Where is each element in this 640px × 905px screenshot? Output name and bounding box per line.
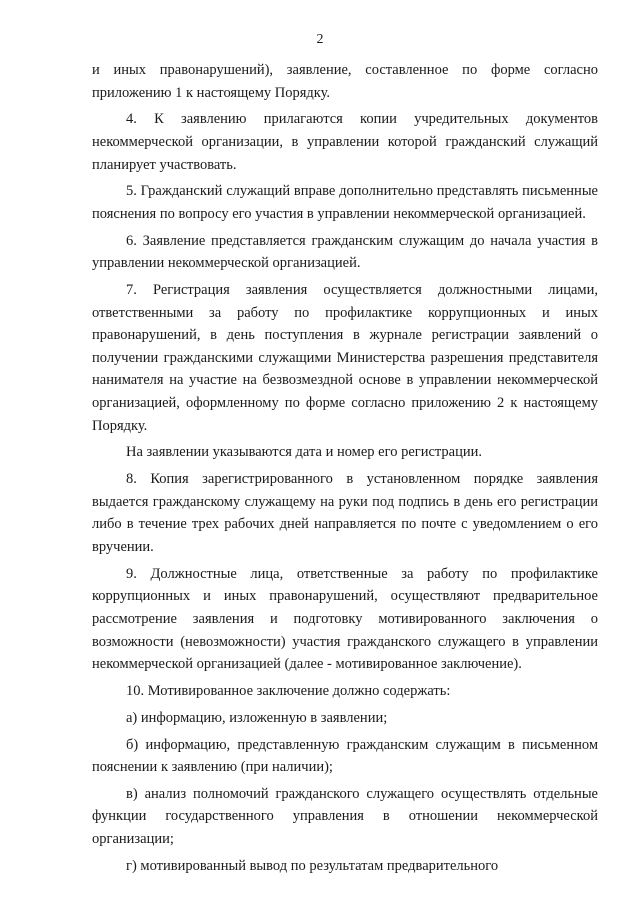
list-item-b: б) информацию, представленную гражданским служащим в письменном пояснении к заявлению (при наличии);	[92, 736, 598, 776]
document-body	[92, 59, 598, 882]
paragraph-4: 4. К заявлению прилагаются копии учредительных документов некоммерческой организации, в управлении которой гражданский служащий планирует участвовать.	[92, 111, 598, 173]
list-item-v: в) анализ полномочий гражданского служащего осуществлять отдельные функции государственного управления в отношении некоммерческой организации;	[92, 785, 598, 848]
paragraph-5: 5. Гражданский служащий вправе дополнительно представлять письменные пояснения по вопросу его участия в управлении некоммерческой организацией.	[92, 183, 598, 222]
list-item-g: г) мотивированный вывод по результатам предварительного	[126, 857, 499, 874]
paragraph-7: 7. Регистрация заявления осуществляется должностными лицами, ответственными за работу по профилактике коррупционных и иных правонарушений, в день поступления в журнале регистрации заявлений о получении гражданскими служащими Министерства разрешения представителя нанимателя на участие на безвозмездной основе в управлении некоммерческой организацией, оформленному по форме согласно приложению 2 к настоящему Порядку.	[92, 282, 598, 434]
paragraph-continuation: и иных правонарушений), заявление, составленное по форме согласно приложению 1 к настоящему Порядку.	[92, 62, 598, 101]
paragraph-9: 9. Должностные лица, ответственные за работу по профилактике коррупционных и иных правонарушений, осуществляют предварительное рассмотрение заявления и подготовку мотивированного заключения о возможности (невозможности) участия гражданского служащего в управлении некоммерческой организацией (далее - мотивированное заключение).	[92, 565, 598, 673]
paragraph-7-note: На заявлении указываются дата и номер его регистрации.	[126, 444, 483, 461]
paragraph-8: 8. Копия зарегистрированного в установленном порядке заявления выдается гражданскому служащему на руки под подпись в день его регистрации либо в течение трех рабочих дней направляется по почте с уведомлением о его вручении.	[92, 471, 598, 555]
page-number: 2	[316, 32, 324, 47]
list-item-a: а) информацию, изложенную в заявлении;	[126, 709, 388, 726]
paragraph-6: 6. Заявление представляется гражданским служащим до начала участия в управлении некоммерческой организацией.	[92, 232, 598, 272]
paragraph-10: 10. Мотивированное заключение должно содержать:	[126, 682, 451, 699]
